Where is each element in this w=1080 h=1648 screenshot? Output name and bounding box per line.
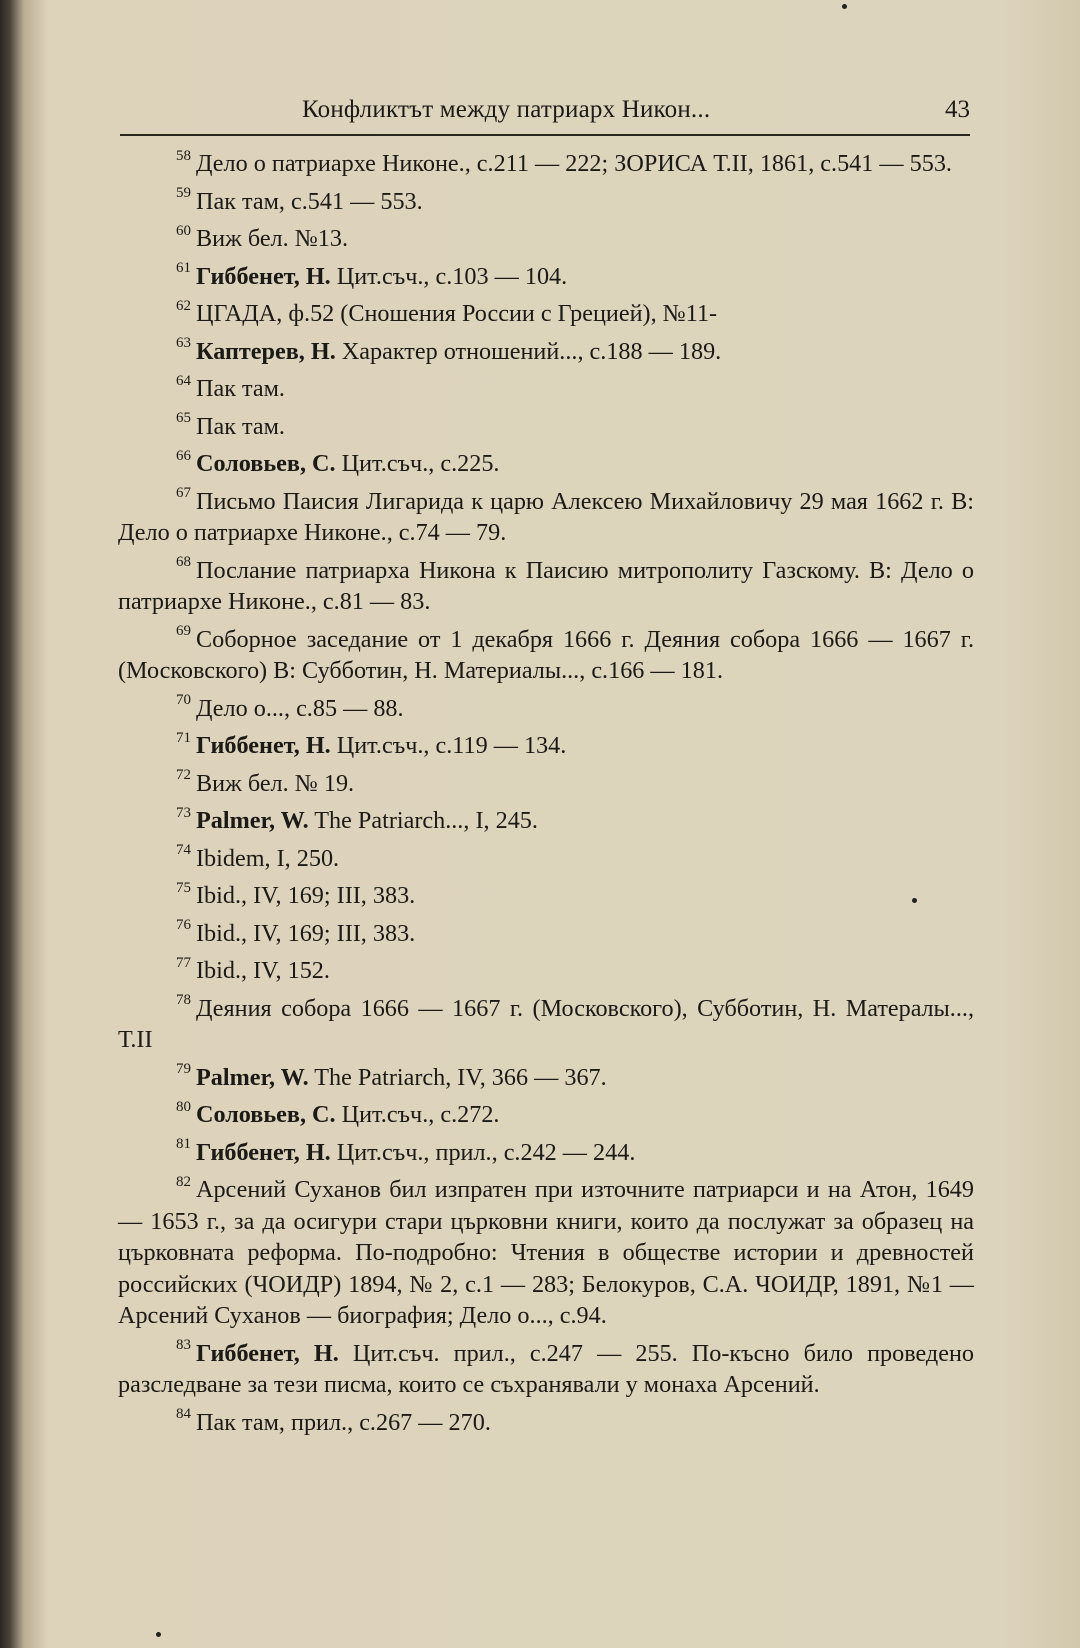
footnote-number: 73 [176, 804, 191, 821]
page-header [120, 96, 970, 136]
footnote-number: 69 [176, 623, 191, 640]
footnote-69 [118, 624, 974, 687]
footnote-58 [118, 148, 974, 180]
footnote-70 [118, 693, 974, 725]
footnote-author: Гиббенет, Н. [196, 262, 331, 290]
footnote-text: Виж бел. №13. [196, 225, 349, 252]
footnote-64 [118, 373, 974, 405]
footnote-text: Пак там. [196, 412, 285, 440]
footnote-number: 77 [176, 954, 191, 971]
footnote-79 [118, 1062, 974, 1094]
footnote-number: 67 [176, 485, 191, 502]
footnote-number: 66 [176, 447, 191, 464]
footnote-author: Palmer, W. [196, 1063, 309, 1091]
footnote-number: 76 [176, 917, 191, 934]
footnote-67 [118, 486, 974, 549]
footnote-73 [118, 805, 974, 837]
footnote-author: Соловьев, С. [196, 1101, 336, 1128]
footnote-text: Цит.съч., с.103 — 104. [330, 262, 568, 290]
footnote-number: 83 [176, 1337, 191, 1354]
print-speck [842, 4, 847, 9]
footnote-text: Ibid., IV, 152. [196, 957, 330, 984]
footnote-62 [118, 298, 974, 330]
footnote-81 [118, 1137, 974, 1169]
footnote-number: 71 [176, 729, 191, 746]
footnote-text: Пак там, прил., с.267 — 270. [196, 1408, 491, 1436]
print-speck [156, 1632, 161, 1637]
footnote-71 [118, 730, 974, 762]
footnote-author: Каптерев, Н. [196, 337, 336, 365]
footnote-65 [118, 411, 974, 443]
footnote-text: Ibid., IV, 169; III, 383. [196, 882, 416, 909]
footnote-number: 61 [176, 260, 191, 277]
footnote-author: Гиббенет, Н. [196, 1138, 331, 1166]
footnote-text: Послание патриарха Никона к Паисию митрополиту Газскому. В: Дело о патриархе Никоне., с.81 — 83. [118, 556, 974, 615]
footnote-text: Ibidem, I, 250. [196, 844, 340, 872]
footnote-78 [118, 993, 974, 1056]
footnote-80 [118, 1099, 974, 1131]
footnote-61 [118, 261, 974, 293]
footnote-59 [118, 186, 974, 218]
footnote-text: Цит.съч., с.119 — 134. [330, 732, 567, 759]
footnote-text: Пак там, с.541 — 553. [196, 187, 423, 215]
footnote-number: 75 [176, 879, 191, 896]
footnote-number: 84 [176, 1406, 191, 1423]
footnote-number: 68 [176, 554, 191, 571]
footnote-74 [118, 843, 974, 875]
footnote-number: 60 [176, 222, 191, 239]
footnote-text: ЦГАДА, ф.52 (Сношения России с Грецией), №11- [196, 300, 718, 327]
footnote-text: The Patriarch, IV, 366 — 367. [308, 1063, 607, 1091]
footnote-text: Ibid., IV, 169; III, 383. [196, 919, 416, 947]
footnote-text: Письмо Паисия Лигарида к царю Алексею Михайловичу 29 мая 1662 г. В: Дело о патриархе Никоне., с.74 — 79. [118, 487, 974, 546]
footnote-text: Дело о патриархе Никоне., с.211 — 222; ЗОРИСА Т.II, 1861, с.541 — 553. [196, 150, 952, 177]
footnote-text: Виж бел. № 19. [196, 769, 355, 797]
footnote-82 [118, 1174, 974, 1332]
header-rule [120, 134, 970, 136]
footnote-60 [118, 223, 974, 255]
footnote-number: 62 [176, 297, 191, 314]
footnote-text: Цит.съч., с.225. [335, 450, 500, 477]
footnote-text: Пак там. [196, 375, 285, 402]
footnote-text: Цит.съч., с.272. [335, 1101, 500, 1128]
footnote-text: Арсений Суханов бил изпратен при източните патриарси и на Атон, 1649 — 1653 г., за да осигури стари църковни книги, които да послужат за образец на църковната реформа. По-подробно: Чтения в обществе истории и древностей российских (ЧОИДР) 1894, № 2, с.1 — 283; Белокуров, С.А. ЧОИДР, 1891, №1 — Арсений Суханов — биография; Дело о..., с.94. [118, 1176, 974, 1329]
footnote-text: Характер отношений..., с.188 — 189. [335, 337, 722, 365]
footnote-number: 64 [176, 372, 191, 389]
footnote-text: Дело о..., с.85 — 88. [196, 694, 404, 722]
print-speck [912, 898, 917, 903]
footnote-number: 79 [176, 1061, 191, 1078]
footnote-number: 70 [176, 692, 191, 709]
footnote-number: 65 [176, 410, 191, 427]
footnote-author: Гиббенет, Н. [196, 732, 331, 759]
footnote-75 [118, 880, 974, 912]
footnote-84 [118, 1407, 974, 1439]
footnote-66 [118, 448, 974, 480]
footnote-72 [118, 768, 974, 800]
footnote-author: Гиббенет, Н. [196, 1339, 339, 1367]
footnote-77 [118, 955, 974, 987]
footnote-author: Соловьев, С. [196, 450, 336, 477]
footnote-number: 59 [176, 185, 191, 202]
page-number: 43 [945, 96, 970, 123]
footnote-83 [118, 1338, 974, 1401]
footnote-text: Соборное заседание от 1 декабря 1666 г. Деяния собора 1666 — 1667 г. (Московского) В: Субботин, Н. Материалы..., с.166 — 181. [118, 625, 974, 684]
footnote-text: Цит.съч., прил., с.242 — 244. [330, 1138, 636, 1166]
footnote-number: 82 [176, 1173, 191, 1190]
footnote-number: 72 [176, 767, 191, 784]
footnote-number: 63 [176, 335, 191, 352]
footnote-number: 81 [176, 1136, 191, 1153]
footnotes-list [118, 148, 974, 1444]
footnote-text: Цит.съч. прил., с.247 — 255. По-късно било проведено разследване за тези писма, които се съхранявали у монаха Арсений. [118, 1339, 974, 1398]
running-title: Конфликтът между патриарх Никон... [302, 96, 711, 123]
footnote-number: 74 [176, 842, 191, 859]
footnote-text: The Patriarch..., I, 245. [308, 807, 538, 834]
footnote-68 [118, 555, 974, 618]
footnote-76 [118, 918, 974, 950]
footnote-number: 78 [176, 992, 191, 1009]
footnote-number: 58 [176, 147, 191, 164]
footnote-text: Деяния собора 1666 — 1667 г. (Московского), Субботин, Н. Матерaлы..., Т.II [118, 994, 974, 1053]
footnote-63 [118, 336, 974, 368]
footnote-author: Palmer, W. [196, 807, 309, 834]
footnote-number: 80 [176, 1098, 191, 1115]
